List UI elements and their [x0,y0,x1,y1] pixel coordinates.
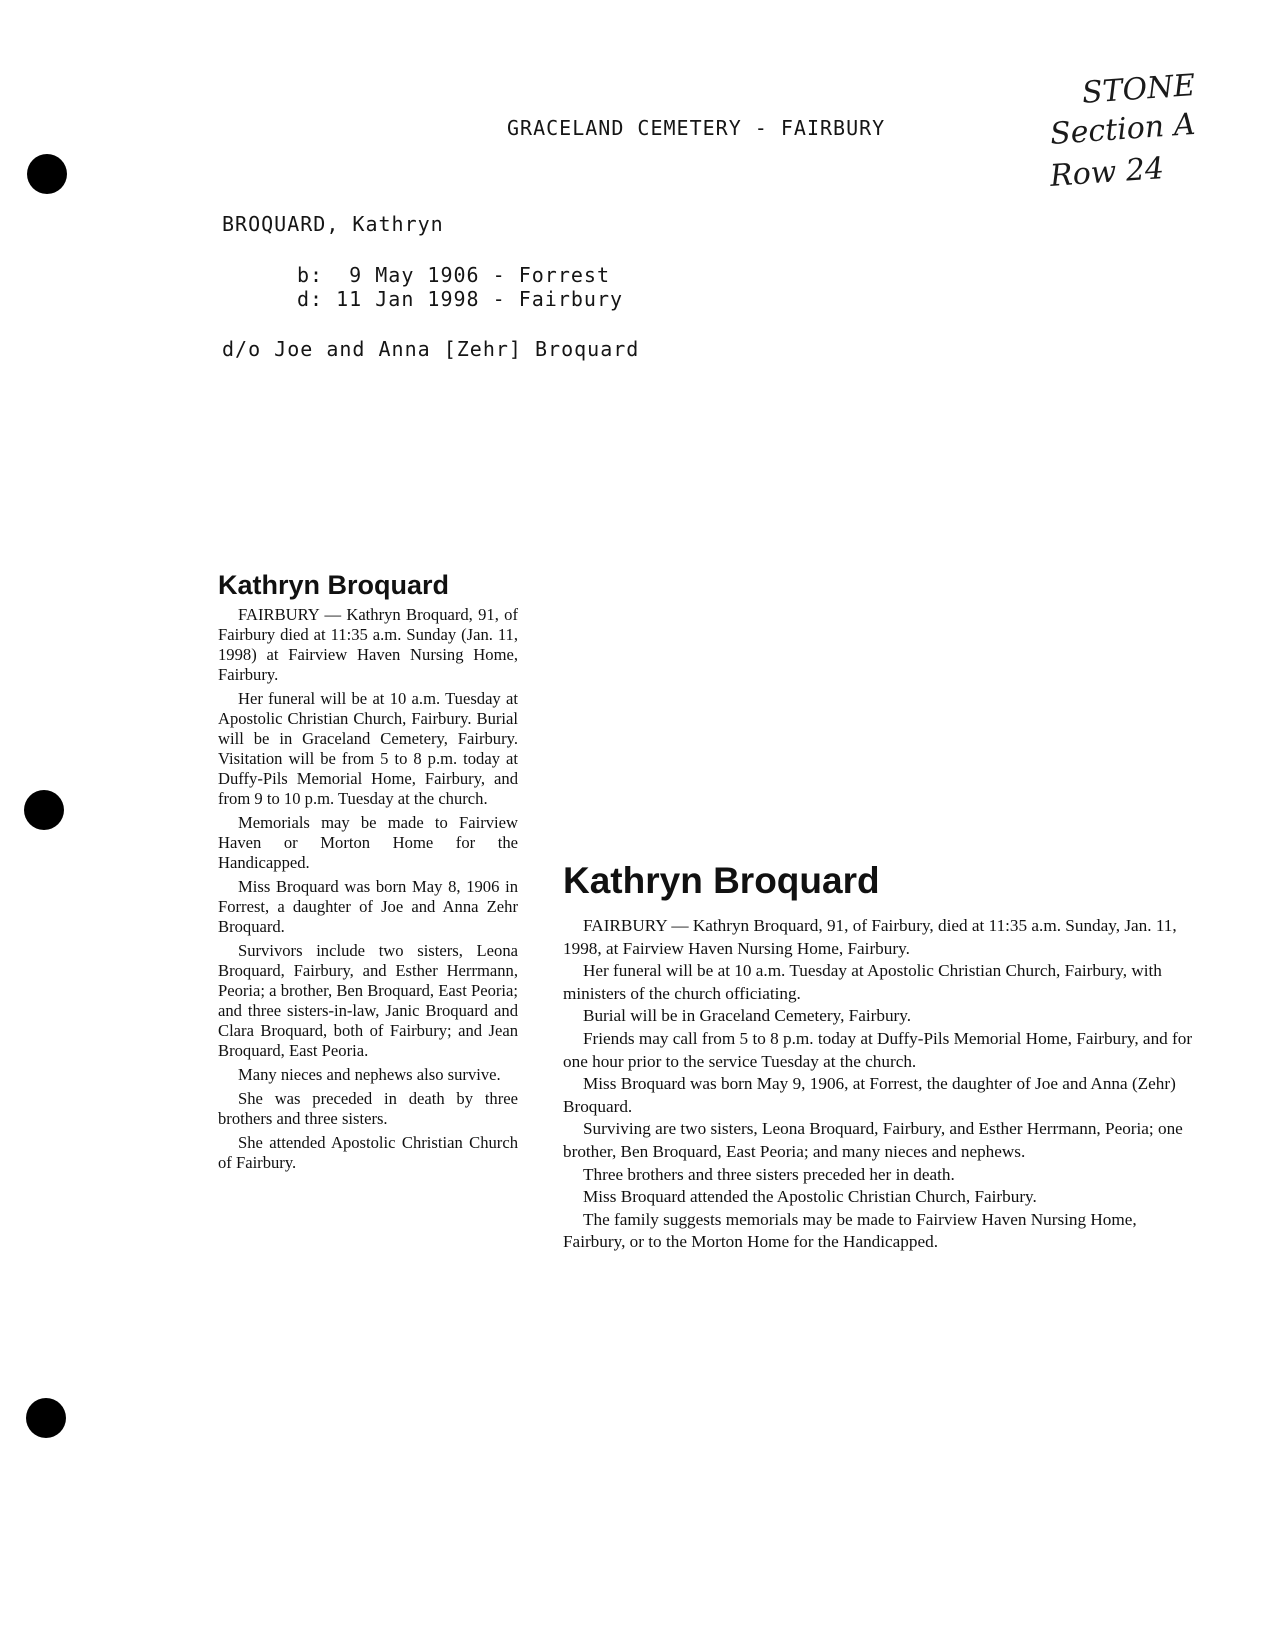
handwritten-note-section: Section A [1048,106,1197,153]
obituary-right-paragraph: Three brothers and three sisters preceded her in death. [583,1164,955,1184]
obituary-right-paragraph: Friends may call from 5 to 8 p.m. today at Duffy-Pils Memorial Home, Fairbury, and for one hour prior to the service Tuesday at the church. [563,1028,1193,1071]
obituary-left-paragraph: Miss Broquard was born May 8, 1906 in Forrest, a daughter of Joe and Anna Zehr Broquard. [218,877,518,936]
obituary-right-body [563,915,1203,1254]
handwritten-note-row: Row 24 [1048,151,1166,194]
record-born: b: 9 May 1906 - Forrest [297,263,610,287]
obituary-left-body [218,605,518,1177]
record-died: d: 11 Jan 1998 - Fairbury [297,287,624,311]
obituary-right-paragraph: Her funeral will be at 10 a.m. Tuesday at Apostolic Christian Church, Fairbury, with ministers of the church officiating. [563,961,1162,1003]
obituary-right-paragraph: Miss Broquard was born May 9, 1906, at Forrest, the daughter of Joe and Anna (Zehr) Broquard. [563,1074,1176,1116]
obituary-left-paragraph: Survivors include two sisters, Leona Broquard, Fairbury, and Esther Herrmann, Peoria; a brother, Ben Broquard, East Peoria; and three sisters-in-law, Janic Broquard and Clara Broquard, both of Fairbury; and Jean Broquard, East Peoria. [218,941,518,1060]
obituary-left-paragraph: She attended Apostolic Christian Church of Fairbury. [218,1133,518,1172]
record-parents: d/o Joe and Anna [Zehr] Broquard [222,337,640,361]
record-name: BROQUARD, Kathryn [222,212,444,236]
binder-hole-middle [24,790,64,830]
obituary-right-paragraph: Miss Broquard attended the Apostolic Christian Church, Fairbury. [583,1187,1037,1207]
obituary-right-paragraph: Surviving are two sisters, Leona Broquard, Fairbury, and Esther Herrmann, Peoria; one brother, Ben Broquard, East Peoria; and many nieces and nephews. [563,1119,1183,1161]
obituary-left-paragraph: Many nieces and nephews also survive. [238,1065,501,1084]
obituary-left-paragraph: FAIRBURY — Kathryn Broquard, 91, of Fairbury died at 11:35 a.m. Sunday (Jan. 11, 1998) at Fairview Haven Nursing Home, Fairbury. [218,605,518,684]
handwritten-note-stone: STONE [1080,68,1197,111]
obituary-left-paragraph: Memorials may be made to Fairview Haven or Morton Home for the Handicapped. [218,813,518,872]
obituary-right-paragraph: The family suggests memorials may be made to Fairview Haven Nursing Home, Fairbury, or to the Morton Home for the Handicapped. [563,1209,1137,1252]
obituary-right-paragraph: FAIRBURY — Kathryn Broquard, 91, of Fairbury, died at 11:35 a.m. Sunday, Jan. 11, 1998, at Fairview Haven Nursing Home, Fairbury. [563,916,1177,958]
obituary-right-paragraph: Burial will be in Graceland Cemetery, Fairbury. [583,1006,912,1026]
obituary-right-title: Kathryn Broquard [563,860,880,901]
cemetery-heading: GRACELAND CEMETERY - FAIRBURY [507,116,886,140]
obituary-left-paragraph: Her funeral will be at 10 a.m. Tuesday at Apostolic Christian Church, Fairbury. Burial will be in Graceland Cemetery, Fairbury. Visitation will be from 5 to 8 p.m. today at Duffy-Pils Memorial Home, Fairbury, and from 9 to 10 p.m. Tuesday at the church. [218,689,518,808]
obituary-left-title: Kathryn Broquard [218,570,450,600]
obituary-left-paragraph: She was preceded in death by three brothers and three sisters. [218,1089,518,1128]
binder-hole-top [27,154,67,194]
binder-hole-bottom [26,1398,66,1438]
